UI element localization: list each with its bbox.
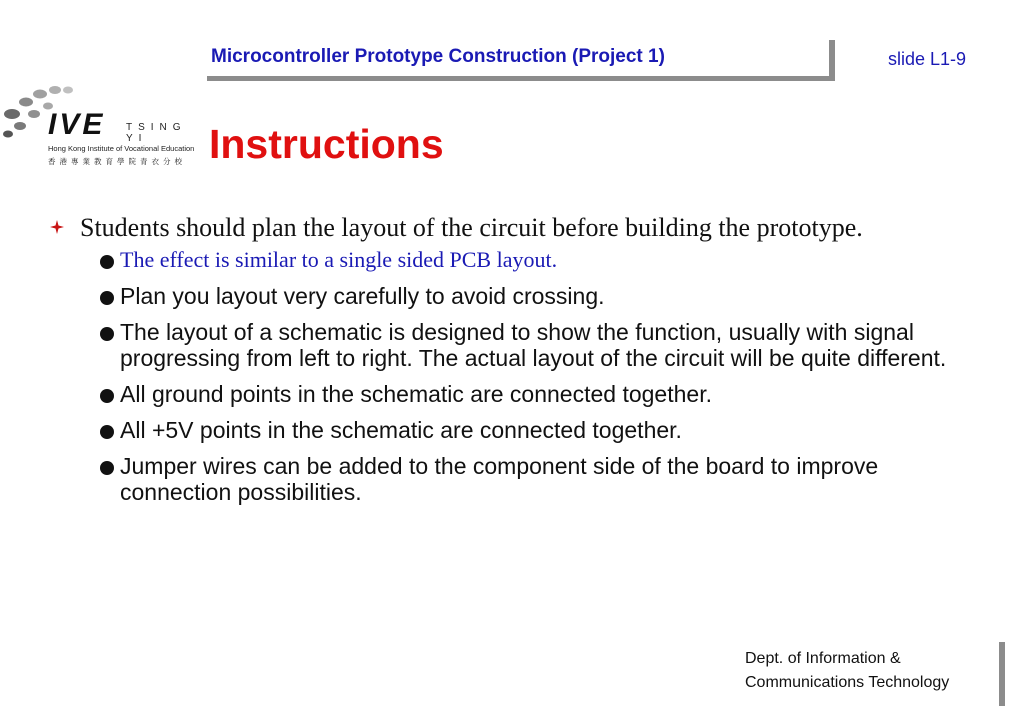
list-item-text: The layout of a schematic is designed to show the function, usually with signal progressing from left to right. The actual layout of the circuit will be quite different.: [120, 319, 947, 371]
footer-line-2: Communications Technology: [745, 674, 950, 691]
header-banner: [207, 40, 835, 81]
list-item: [100, 417, 990, 443]
department-footer: [739, 642, 1005, 706]
bullet-dot-icon: [100, 425, 114, 439]
slide-number: slide L1-9: [888, 49, 967, 69]
bullet-dot-icon: [100, 255, 114, 269]
list-item: [100, 453, 990, 505]
course-title: Microcontroller Prototype Construction (Project 1): [211, 46, 665, 67]
logo-brand: IVE: [48, 108, 106, 141]
slide-content: [50, 212, 990, 515]
list-item-text: All +5V points in the schematic are connected together.: [120, 417, 682, 443]
main-bullet: [50, 212, 990, 243]
list-item: [100, 283, 990, 309]
list-item-text: Jumper wires can be added to the component side of the board to improve connection possibilities.: [120, 453, 879, 505]
list-item-text: Plan you layout very carefully to avoid crossing.: [120, 283, 605, 309]
logo-chinese-name: 香港專業教育學院青衣分校: [48, 157, 186, 166]
list-item: [100, 381, 990, 407]
logo-campus: TSING YI: [126, 122, 187, 144]
bullet-dot-icon: [100, 461, 114, 475]
list-item: [100, 247, 990, 273]
bullet-dot-icon: [100, 291, 114, 305]
logo-english-name: Hong Kong Institute of Vocational Education: [48, 144, 195, 153]
ive-logo: [0, 84, 206, 174]
list-item-text: All ground points in the schematic are connected together.: [120, 381, 712, 407]
page-title: Instructions: [209, 121, 444, 167]
list-item-text: The effect is similar to a single sided PCB layout.: [120, 247, 558, 272]
sub-bullet-list: [50, 247, 990, 505]
diamond-bullet-icon: [50, 220, 64, 234]
footer-line-1: Dept. of Information &: [745, 650, 901, 667]
list-item: [100, 319, 990, 371]
bullet-dot-icon: [100, 327, 114, 341]
main-bullet-text: Students should plan the layout of the circuit before building the prototype.: [80, 213, 863, 242]
bullet-dot-icon: [100, 389, 114, 403]
